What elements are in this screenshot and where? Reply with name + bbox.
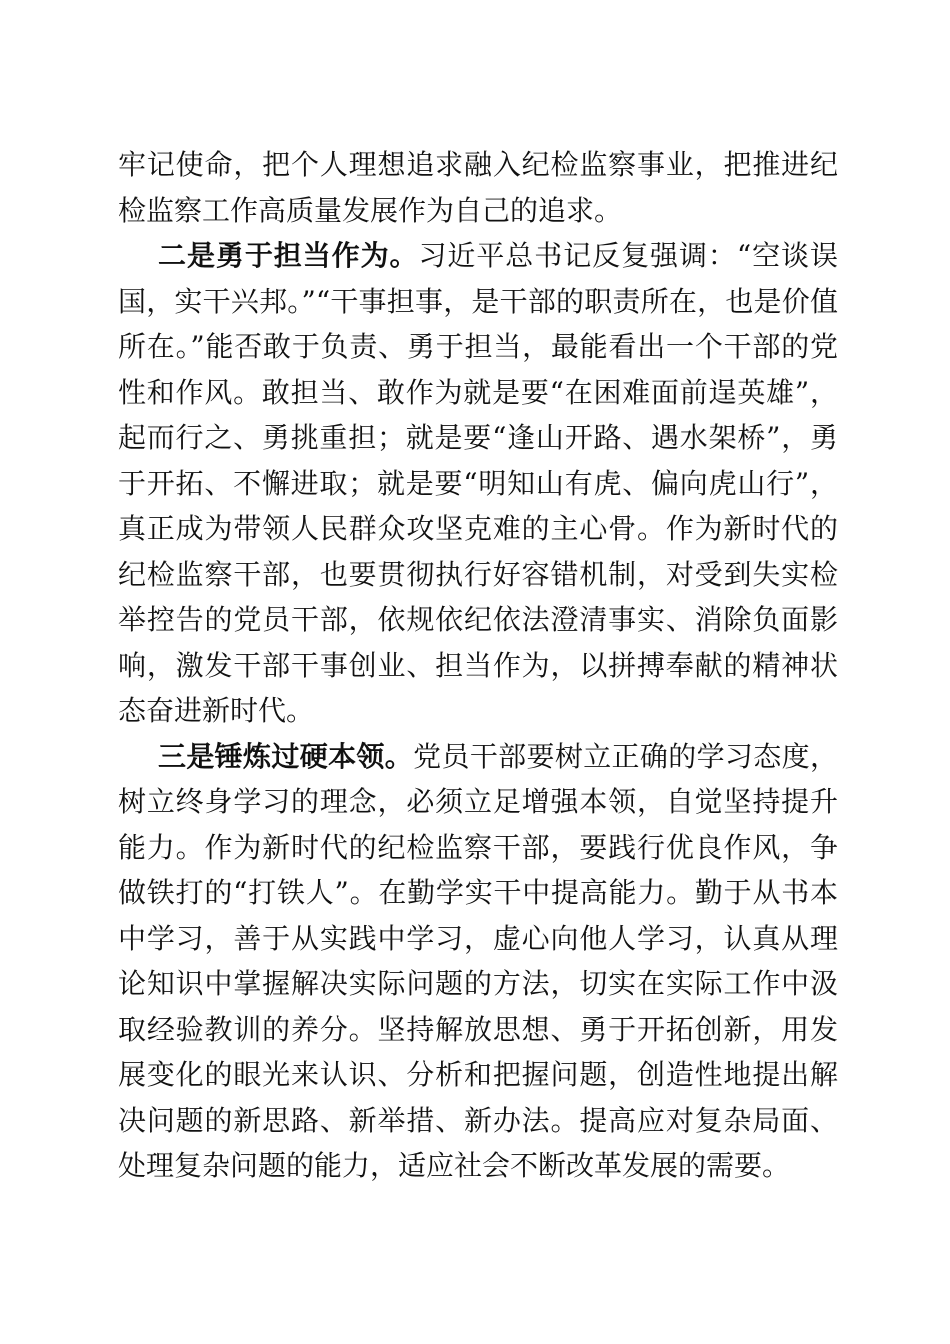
document-body xyxy=(118,142,838,1189)
paragraph-take-responsibility xyxy=(118,233,838,734)
paragraph-text: 党员干部要树立正确的学习态度，树立终身学习的理念，必须立足增强本领，自觉坚持提升能力。作为新时代的纪检监察干部，要践行优良作风，争做铁打的“打铁人”。在勤学实干中提高能力。勤于从书本中学习，善于从实践中学习，虚心向他人学习，认真从理论知识中掌握解决实际问题的方法，切实在实际工作中汲取经验教训的养分。坚持解放思想、勇于开拓创新，用发展变化的眼光来认识、分析和把握问题，创造性地提出解决问题的新思路、新举措、新办法。提高应对复杂局面、处理复杂问题的能力，适应社会不断改革发展的需要。 xyxy=(118,739,838,1182)
paragraph-lead-heading: 二是勇于担当作为。 xyxy=(158,239,419,272)
paragraph-hone-skills xyxy=(118,734,838,1189)
paragraph-text: 习近平总书记反复强调：“空谈误国，实干兴邦。”“干事担事，是干部的职责所在，也是价值所在。”能否敢于负责、勇于担当，最能看出一个干部的党性和作风。敢担当、敢作为就是要“在困难面前逞英雄”，起而行之、勇挑重担；就是要“逢山开路、遇水架桥”，勇于开拓、不懈进取；就是要“明知山有虎、偏向虎山行”，真正成为带领人民群众攻坚克难的主心骨。作为新时代的纪检监察干部，也要贯彻执行好容错机制，对受到失实检举控告的党员干部，依规依纪依法澄清事实、消除负面影响，激发干部干事创业、担当作为，以拼搏奉献的精神状态奋进新时代。 xyxy=(118,239,838,727)
paragraph-text: 牢记使命，把个人理想追求融入纪检监察事业，把推进纪检监察工作高质量发展作为自己的追求。 xyxy=(118,148,838,227)
paragraph-lead-heading: 三是锤炼过硬本领。 xyxy=(158,739,414,773)
paragraph-continuation xyxy=(118,142,838,233)
